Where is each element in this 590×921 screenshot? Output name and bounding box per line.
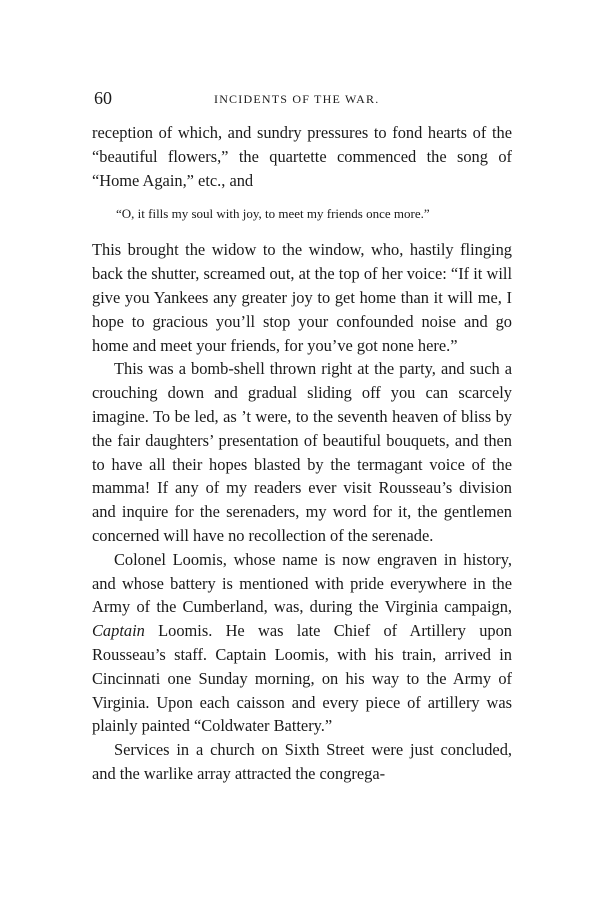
page-header [94,88,514,112]
page-number: 60 [94,88,112,108]
paragraph-widow: This brought the widow to the window, who, hastily flinging back the shutter, screamed out, at the top of her voice: “If it will give you Yankees any greater joy to get home than it will me, I hope to gracious you’ll stop your confounded noise and go home and meet your friends, for you’ve got none here.” [92,240,512,355]
paragraph-church: Services in a church on Sixth Street were just concluded, and the warlike array attracted the congrega- [92,740,512,783]
running-head: INCIDENTS OF THE WAR. [214,92,380,106]
body-text [92,121,512,786]
loomis-text-end: Loomis. He was late Chief of Artillery upon Rousseau’s staff. Captain Loomis, with his train, arrived in Cincinnati one Sunday morning, on his way to the Army of Virginia. Upon each caisson and every piece of artillery was plainly painted “Coldwater Battery.” [92,621,512,736]
paragraph-continuation: reception of which, and sundry pressures to fond hearts of the “beautiful flowers,” the quartette commenced the song of “Home Again,” etc., and [92,123,512,190]
paragraph-loomis [92,548,512,738]
loomis-text-start: Colonel Loomis, whose name is now engraven in history, and whose battery is mentioned with pride everywhere in the Army of the Cumberland, was, during the Virginia campaign, [92,549,512,617]
paragraph-bombshell: This was a bomb-shell thrown right at the party, and such a crouching down and gradual sliding off you can scarcely imagine. To be led, as ’t were, to the seventh heaven of bliss by the fair daughters’ presentation of beautiful bouquets, and then to have all their hopes blasted by the termagant voice of the mamma! If any of my readers ever visit Rousseau’s division and inquire for the serenaders, my word for it, the gentlemen concerned will have no recollection of the serenade. [92,359,512,545]
captain-italic: Captain [92,621,145,641]
song-quote: “O, it fills my soul with joy, to meet my friends once more.” [116,206,430,222]
